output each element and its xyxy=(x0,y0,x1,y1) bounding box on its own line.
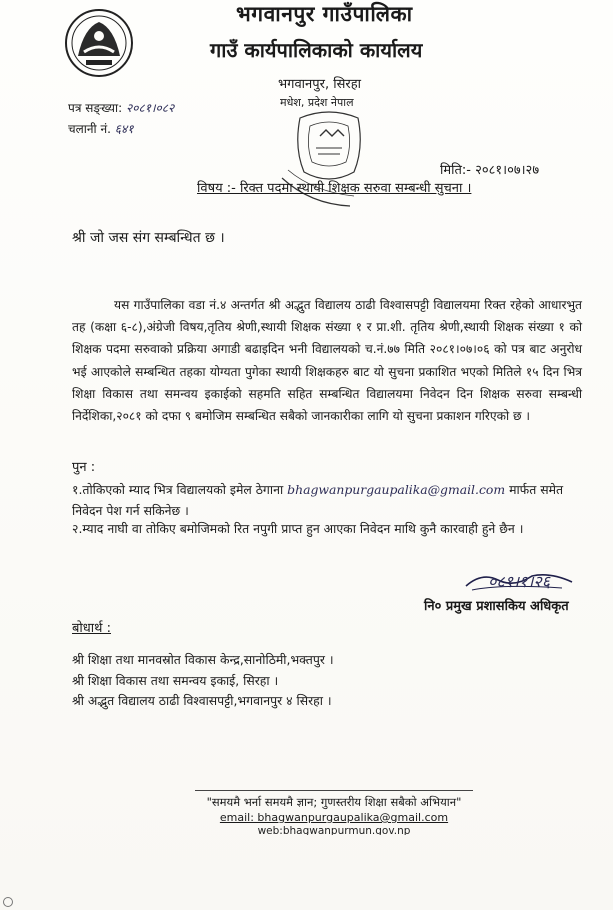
note-1-text-before: १.तोकिएको म्याद भित्र विद्यालयको इमेल ठेगाना xyxy=(72,482,284,497)
dispatch-number-label: चलानी नं. xyxy=(68,122,111,136)
letter-number-value: २०८१।०८२ xyxy=(125,101,175,115)
postscript-label: पुन : xyxy=(72,460,96,475)
dispatch-number xyxy=(68,120,133,137)
footer-divider xyxy=(195,790,473,791)
cc-item: श्री शिक्षा विकास तथा समन्वय इकाई, सिरहा । xyxy=(72,672,279,688)
note-1-handwritten-email: bhagwanpurgaupalika@gmail.com xyxy=(287,482,506,497)
footer-email-link[interactable]: email: bhagwanpurgaupalika@gmail.com xyxy=(219,811,449,824)
letter-number xyxy=(68,99,174,116)
letter-date-value: २०८१।०७।२७ xyxy=(475,163,540,178)
footer-website: web:bhagwanpurmun.gov.np xyxy=(257,825,411,835)
letter-subject: विषय :- रिक्त पदमा स्थायी शिक्षक सरुवा सम्बन्धी सुचना । xyxy=(197,181,472,196)
cc-label: बोधार्थ : xyxy=(72,621,111,636)
signature-date: ०८१।१।२६ xyxy=(488,572,551,591)
cc-item: श्री अद्भुत विद्यालय ठाढी विश्वासपट्टी,भगवानपुर ४ सिरहा । xyxy=(72,693,332,708)
office-address: भगवानपुर, सिरहा xyxy=(278,77,361,92)
letter-date-label: मिति:- xyxy=(440,163,471,178)
cc-item: श्री शिक्षा तथा मानवस्रोत विकास केन्द्र,सानोठिमी,भक्तपुर । xyxy=(72,652,334,667)
office-title: गाउँ कार्यपालिकाको कार्यालय xyxy=(210,38,423,62)
scanner-logo-icon xyxy=(3,897,13,907)
salutation: श्री जो जस संग सम्बन्धित छ । xyxy=(72,230,225,246)
signatory-title: नि० प्रमुख प्रशासकिय अधिकृत xyxy=(424,599,569,614)
postscript-note-2: २.म्याद नाघी वा तोकिए बमोजिमको रित नपुगी प्राप्त हुन आएका निवेदन माथि कुनै कारवाही हुने छैन । xyxy=(72,521,524,536)
postscript-note-1 xyxy=(72,479,582,521)
nepal-emblem-icon xyxy=(64,8,134,78)
office-province: मधेश, प्रदेश नेपाल xyxy=(280,96,354,109)
letter-date xyxy=(440,160,539,178)
office-name: भगवानपुर गाउँपालिका xyxy=(236,2,413,26)
letter-number-label: पत्र सङ्ख्या: xyxy=(68,101,123,115)
scanner-watermark xyxy=(3,897,13,907)
dispatch-number-value: ६४१ xyxy=(114,122,134,136)
footer-slogan: "समयमै भर्ना समयमै ज्ञान; गुणस्तरीय शिक्षा सबैको अभियान" xyxy=(206,795,462,809)
cc-list xyxy=(72,650,334,712)
note-1-text-after: मार्फत समेत निवेदन पेश गर्न सकिनेछ । xyxy=(72,482,564,518)
body-paragraph: यस गाउँपालिका वडा नं.४ अन्तर्गत श्री अद्भुत विद्यालय ठाढी विश्वासपट्टी विद्यालयमा रिक्त रहेको आधारभुत तह (कक्षा ६-८),अंग्रेजी विषय,तृतिय श्रेणी,स्थायी शिक्षक संख्या १ र प्रा.शी. तृतिय श्रेणी,स्थायी शिक्षक संख्या १ को शिक्षक पदमा सरुवाको प्रक्रिया अगाडी बढाइदिन भनी विद्यालयको च.नं.७७ मिति २०८१।०७।०६ को पत्र बाट अनुरोध भई आएकोले सम्बन्धित तहका योग्यता पुगेका स्थायी शिक्षकहरु बाट यो सुचना प्रकाशित भएको मितिले १५ दिन भित्र शिक्षा विकास तथा समन्वय इकाईको सहमति सहित सम्बन्धित विद्यालयमा निवेदन दिन शिक्षक सरुवा सम्बन्धी निर्देशिका,२०८१ को दफा ९ बमोजिम सम्बन्धित सबैको जानकारीका लागि यो सुचना प्रकाशन गरिएको छ । xyxy=(72,298,582,424)
